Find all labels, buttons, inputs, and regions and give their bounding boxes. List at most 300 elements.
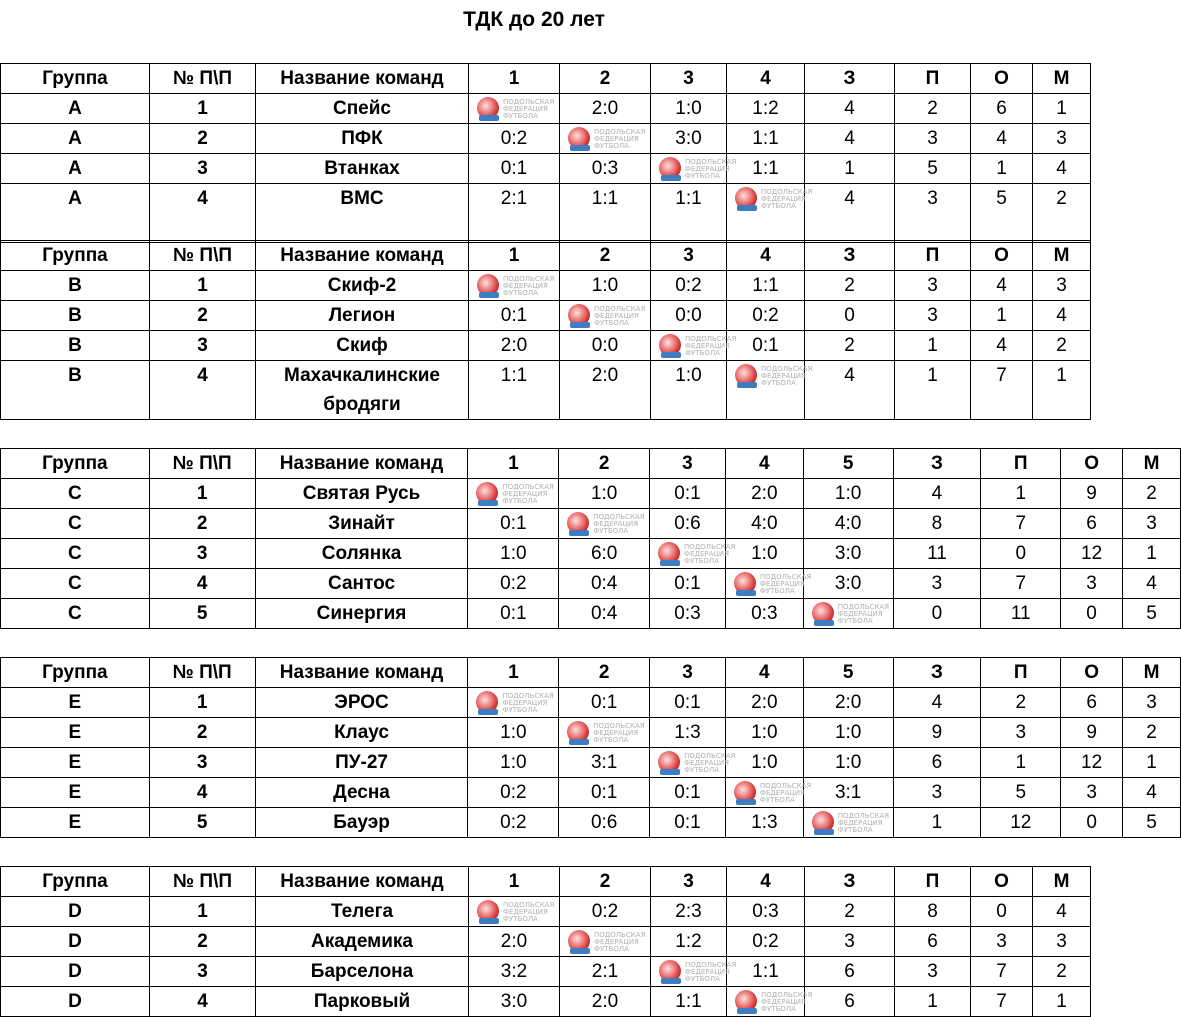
points: 3 [971,927,1033,957]
match-result: 0:1 [468,509,559,539]
goals-scored: 3 [805,927,895,957]
column-header: М [1033,64,1091,94]
column-header: 4 [725,658,803,688]
table-row [1,271,1091,301]
self-cell [727,184,813,243]
group-cell: C [1,509,150,539]
team-name: Святая Русь [255,479,468,509]
match-result: 0:3 [560,154,651,184]
place: 4 [1123,569,1181,599]
match-result: 1:1 [727,124,805,154]
logo-text: ПОДОЛЬСКАЯ ФЕДЕРАЦИЯ ФУТБОЛА [759,573,812,595]
ball-logo-icon [477,97,499,119]
match-result: 1:0 [560,271,651,301]
federation-logo [476,482,554,506]
match-result: 1:0 [725,748,803,778]
federation-logo [477,900,555,924]
ball-logo-icon [734,781,756,803]
ball-logo-icon [476,482,498,504]
group-cell: E [1,808,150,838]
match-result: 2:0 [469,331,560,361]
self-cell [651,957,737,987]
table-row [1,509,1181,539]
column-header: Группа [1,867,150,897]
table-row [1,154,1091,184]
table-header-row [1,64,1091,94]
column-header: 3 [651,241,727,271]
federation-logo [568,930,646,954]
points: 3 [1061,569,1123,599]
group-cell: B [1,301,150,331]
match-result: 1:1 [727,271,805,301]
number-cell: 2 [150,927,256,957]
match-result: 2:0 [560,94,651,124]
match-result: 1:0 [803,479,893,509]
goals-scored: 6 [805,987,895,1017]
goals-conceded: 7 [981,509,1061,539]
column-header: М [1123,449,1181,479]
column-header: 4 [727,64,805,94]
ball-logo-icon [476,691,498,713]
match-result: 0:0 [560,331,651,361]
self-cell [469,271,560,301]
logo-text: ПОДОЛЬСКАЯ ФЕДЕРАЦИЯ ФУТБОЛА [502,483,554,505]
place: 1 [1033,94,1091,124]
ball-logo-icon [735,187,757,209]
team-name: ВМС [256,184,469,243]
table-row [1,301,1091,331]
team-name: Телега [256,897,469,927]
goals-scored: 4 [805,184,895,243]
place: 1 [1123,748,1181,778]
self-cell [560,301,651,331]
match-result: 6:0 [559,539,650,569]
ball-logo-icon [658,751,680,773]
table-row [1,569,1181,599]
group-cell: A [1,124,150,154]
match-result: 1:0 [468,748,559,778]
team-name: Клаус [255,718,468,748]
match-result: 2:0 [803,688,893,718]
logo-text: ПОДОЛЬСКАЯ ФЕДЕРАЦИЯ ФУТБОЛА [685,961,737,983]
logo-text: ПОДОЛЬСКАЯ ФЕДЕРАЦИЯ ФУТБОЛА [503,98,555,120]
match-result: 1:0 [559,479,650,509]
group-cell: C [1,599,150,629]
goals-conceded: 1 [895,987,971,1017]
goals-conceded: 3 [895,957,971,987]
federation-logo [658,542,736,566]
self-cell [725,569,812,599]
points: 7 [971,957,1033,987]
match-result: 0:1 [650,808,726,838]
self-cell [559,718,650,748]
points: 9 [1061,718,1123,748]
match-result: 0:1 [650,688,726,718]
match-result: 2:0 [725,688,803,718]
self-cell [560,927,651,957]
federation-logo [659,334,737,358]
match-result: 3:0 [803,569,893,599]
group-cell: D [1,987,150,1017]
team-name: Зинайт [255,509,468,539]
goals-scored: 6 [805,957,895,987]
match-result: 3:0 [651,124,727,154]
goals-conceded: 1 [895,331,971,361]
goals-scored: 2 [805,897,895,927]
logo-text: ПОДОЛЬСКАЯ ФЕДЕРАЦИЯ ФУТБОЛА [594,128,646,150]
team-name: ЭРОС [255,688,468,718]
match-result: 1:1 [560,184,651,243]
federation-logo [812,602,890,626]
goals-scored: 0 [805,301,895,331]
number-cell: 4 [149,778,255,808]
column-header: З [805,241,895,271]
goals-conceded: 2 [895,94,971,124]
match-result: 4:0 [803,509,893,539]
column-header: 3 [651,64,727,94]
column-header: 5 [803,658,893,688]
ball-logo-icon [568,304,590,326]
column-header: Название команд [256,64,469,94]
number-cell: 1 [149,688,255,718]
goals-scored: 0 [893,599,981,629]
match-result: 4:0 [725,509,803,539]
self-cell [803,808,893,838]
match-result: 2:0 [725,479,803,509]
federation-logo [567,512,645,536]
table-row [1,927,1091,957]
number-cell: 4 [150,987,256,1017]
group-cell: D [1,927,150,957]
team-name: Парковый [256,987,469,1017]
points: 0 [971,897,1033,927]
table-header-row [1,449,1181,479]
points: 9 [1061,479,1123,509]
column-header: О [971,867,1033,897]
column-header: О [971,64,1033,94]
group-cell: E [1,718,150,748]
goals-scored: 3 [893,569,981,599]
points: 12 [1061,539,1123,569]
logo-text: ПОДОЛЬСКАЯ ФЕДЕРАЦИЯ ФУТБОЛА [593,513,645,535]
ball-logo-icon [659,334,681,356]
team-name: Сантос [255,569,468,599]
goals-conceded: 3 [895,301,971,331]
goals-conceded: 3 [895,271,971,301]
match-result: 1:1 [469,361,560,420]
match-result: 1:0 [651,94,727,124]
table-row [1,718,1181,748]
place: 3 [1033,271,1091,301]
group-cell: A [1,154,150,184]
table-row [1,331,1091,361]
match-result: 0:1 [650,569,726,599]
table-row [1,479,1181,509]
goals-conceded: 2 [981,688,1061,718]
goals-conceded: 11 [981,599,1061,629]
number-cell: 1 [150,94,256,124]
goals-conceded: 0 [981,539,1061,569]
number-cell: 4 [149,569,255,599]
points: 1 [971,154,1033,184]
match-result: 1:1 [727,957,805,987]
federation-logo [477,97,555,121]
group-cell: B [1,361,150,420]
match-result: 2:0 [469,927,560,957]
place: 3 [1033,927,1091,957]
points: 0 [1061,599,1123,629]
place: 4 [1033,897,1091,927]
column-header: М [1033,241,1091,271]
goals-conceded: 1 [895,361,971,420]
federation-logo [476,691,554,715]
federation-logo [659,960,737,984]
match-result: 3:0 [469,987,560,1017]
match-result: 0:6 [650,509,726,539]
number-cell: 4 [150,184,256,243]
column-header: № П\П [149,449,255,479]
table-row [1,778,1181,808]
federation-logo [568,304,646,328]
federation-logo [567,721,645,745]
self-cell [559,509,650,539]
logo-text: ПОДОЛЬСКАЯ ФЕДЕРАЦИЯ ФУТБОЛА [761,991,813,1013]
points: 6 [1061,688,1123,718]
number-cell: 3 [149,748,255,778]
goals-scored: 9 [893,718,981,748]
goals-conceded: 12 [981,808,1061,838]
column-header: О [1061,658,1123,688]
column-header: 2 [560,64,651,94]
table-row [1,748,1181,778]
team-name: Десна [255,778,468,808]
federation-logo [735,187,813,211]
match-result: 1:0 [468,718,559,748]
goals-conceded: 1 [981,748,1061,778]
column-header: 3 [650,658,726,688]
group-cell: A [1,184,150,243]
number-cell: 1 [149,479,255,509]
place: 2 [1033,184,1091,243]
goals-scored: 1 [805,154,895,184]
column-header: 2 [559,449,650,479]
column-header: 1 [469,64,560,94]
place: 1 [1033,987,1091,1017]
match-result: 0:1 [469,301,560,331]
federation-logo [477,274,555,298]
federation-logo [735,990,813,1014]
match-result: 1:1 [727,154,805,184]
match-result: 0:1 [650,778,726,808]
goals-scored: 4 [893,688,981,718]
goals-scored: 6 [893,748,981,778]
federation-logo [735,364,813,388]
number-cell: 5 [149,808,255,838]
team-name: Скиф [256,331,469,361]
group-cell: C [1,539,150,569]
match-result: 1:3 [650,718,726,748]
self-cell [727,361,813,420]
column-header: 4 [727,867,805,897]
logo-text: ПОДОЛЬСКАЯ ФЕДЕРАЦИЯ ФУТБОЛА [503,275,555,297]
self-cell [468,688,559,718]
match-result: 0:2 [469,124,560,154]
ball-logo-icon [567,721,589,743]
group-cell: D [1,897,150,927]
logo-text: ПОДОЛЬСКАЯ ФЕДЕРАЦИЯ ФУТБОЛА [761,365,813,387]
federation-logo [658,751,736,775]
goals-conceded: 5 [981,778,1061,808]
federation-logo [812,811,890,835]
table-row [1,599,1181,629]
column-header: О [971,241,1033,271]
match-result: 0:2 [468,808,559,838]
logo-text: ПОДОЛЬСКАЯ ФЕДЕРАЦИЯ ФУТБОЛА [594,305,646,327]
place: 5 [1123,808,1181,838]
federation-logo [568,127,646,151]
match-result: 0:2 [468,569,559,599]
number-cell: 3 [150,331,256,361]
match-result: 1:0 [651,361,727,420]
match-result: 0:6 [559,808,650,838]
column-header: 4 [725,449,803,479]
points: 6 [1061,509,1123,539]
points: 3 [1061,778,1123,808]
table-row [1,539,1181,569]
self-cell [468,479,559,509]
group-cell: E [1,778,150,808]
self-cell [469,897,560,927]
ball-logo-icon [812,602,834,624]
match-result: 2:3 [651,897,727,927]
number-cell: 2 [150,124,256,154]
match-result: 3:0 [803,539,893,569]
points: 4 [971,124,1033,154]
logo-text: ПОДОЛЬСКАЯ ФЕДЕРАЦИЯ ФУТБОЛА [503,901,555,923]
logo-text: ПОДОЛЬСКАЯ ФЕДЕРАЦИЯ ФУТБОЛА [761,188,813,210]
team-name: Солянка [255,539,468,569]
federation-logo [734,572,812,596]
match-result: 0:1 [469,154,560,184]
match-result: 2:1 [469,184,560,243]
team-name: Махачкалинские бродяги [256,361,469,420]
match-result: 1:0 [725,718,803,748]
column-header: № П\П [150,64,256,94]
team-name: Бауэр [255,808,468,838]
group-cell: C [1,569,150,599]
match-result: 1:1 [651,987,727,1017]
points: 5 [971,184,1033,243]
goals-scored: 4 [805,94,895,124]
self-cell [727,987,813,1017]
match-result: 1:1 [651,184,727,243]
page-title: ТДК до 20 лет [463,8,605,31]
match-result: 1:0 [803,748,893,778]
column-header: Группа [1,449,150,479]
goals-scored: 3 [893,778,981,808]
table-row [1,957,1091,987]
column-header: З [893,658,981,688]
match-result: 0:2 [560,897,651,927]
logo-text: ПОДОЛЬСКАЯ ФЕДЕРАЦИЯ ФУТБОЛА [685,335,737,357]
place: 4 [1123,778,1181,808]
column-header: П [981,449,1061,479]
logo-text: ПОДОЛЬСКАЯ ФЕДЕРАЦИЯ ФУТБОЛА [685,158,737,180]
match-result: 0:2 [468,778,559,808]
match-result: 0:2 [727,301,805,331]
ball-logo-icon [658,542,680,564]
number-cell: 3 [150,957,256,987]
goals-conceded: 5 [895,154,971,184]
logo-text: ПОДОЛЬСКАЯ ФЕДЕРАЦИЯ ФУТБОЛА [502,692,554,714]
goals-conceded: 1 [981,479,1061,509]
goals-scored: 4 [805,361,895,420]
match-result: 0:1 [727,331,805,361]
points: 7 [971,987,1033,1017]
column-header: 1 [469,867,560,897]
match-result: 0:4 [559,569,650,599]
group-table [0,866,1091,1017]
logo-text: ПОДОЛЬСКАЯ ФЕДЕРАЦИЯ ФУТБОЛА [594,931,646,953]
group-cell: B [1,331,150,361]
self-cell [803,599,893,629]
goals-conceded: 6 [895,927,971,957]
table-header-row [1,867,1091,897]
goals-conceded: 3 [981,718,1061,748]
table-row [1,897,1091,927]
column-header: 5 [803,449,893,479]
number-cell: 4 [150,361,256,420]
place: 1 [1033,361,1091,420]
team-name: Втанках [256,154,469,184]
self-cell [650,748,736,778]
column-header: П [895,241,971,271]
column-header: З [893,449,981,479]
match-result: 2:0 [560,361,651,420]
column-header: О [1061,449,1123,479]
match-result: 1:0 [468,539,559,569]
column-header: № П\П [150,241,256,271]
match-result: 0:3 [650,599,726,629]
column-header: Название команд [256,867,469,897]
match-result: 0:1 [468,599,559,629]
goals-scored: 4 [805,124,895,154]
match-result: 1:2 [727,94,805,124]
column-header: Название команд [256,241,469,271]
self-cell [651,331,737,361]
logo-text: ПОДОЛЬСКАЯ ФЕДЕРАЦИЯ ФУТБОЛА [837,603,890,625]
ball-logo-icon [735,364,757,386]
column-header: 2 [560,867,651,897]
goals-conceded: 8 [895,897,971,927]
goals-conceded: 3 [895,124,971,154]
number-cell: 2 [150,301,256,331]
self-cell [650,539,736,569]
place: 1 [1123,539,1181,569]
table-row [1,124,1091,154]
column-header: 1 [468,658,559,688]
table-row [1,361,1091,420]
match-result: 0:1 [650,479,726,509]
ball-logo-icon [659,960,681,982]
column-header: П [895,867,971,897]
place: 4 [1033,154,1091,184]
goals-scored: 2 [805,331,895,361]
column-header: № П\П [150,867,256,897]
self-cell [651,154,737,184]
column-header: Группа [1,241,150,271]
column-header: Группа [1,64,150,94]
